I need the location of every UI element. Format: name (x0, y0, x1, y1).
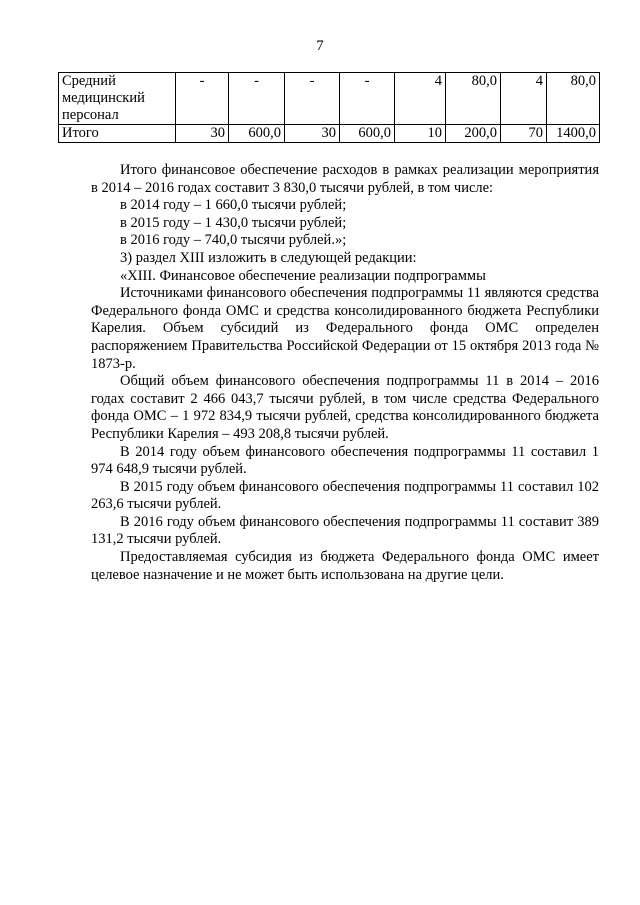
page-number: 7 (316, 38, 324, 54)
paragraph-year-2014: в 2014 году – 1 660,0 тысячи рублей; (120, 197, 347, 214)
table-cell: 200,0 (446, 125, 501, 143)
table-cell: - (176, 73, 229, 125)
body-text (91, 162, 599, 584)
table-cell: 4 (501, 73, 547, 125)
paragraph-2015-volume: В 2015 году объем финансового обеспечения подпрограммы 11 составил 102 263,6 тысячи рублей. (91, 478, 599, 513)
table-cell: - (285, 73, 340, 125)
table-cell: 600,0 (229, 125, 285, 143)
table-cell: 10 (395, 125, 446, 143)
label-line: Итого (62, 125, 99, 141)
table-cell: 70 (501, 125, 547, 143)
table-cell: 30 (285, 125, 340, 143)
table-cell: 4 (395, 73, 446, 125)
paragraph-2014-volume: В 2014 году объем финансового обеспечения подпрограммы 11 составил 1 974 648,9 тысячи рублей. (91, 443, 599, 478)
section-heading: «XIII. Финансовое обеспечение реализации подпрограммы (120, 267, 486, 284)
paragraph-total-funding: Итого финансовое обеспечение расходов в рамках реализации мероприятия в 2014 – 2016 годах составит 3 830,0 тысячи рублей, в том числе: (91, 162, 599, 196)
table-cell: - (340, 73, 395, 125)
table-cell: 30 (176, 125, 229, 143)
table-row (59, 125, 600, 143)
funding-table (58, 72, 600, 143)
table-row-label (59, 73, 176, 125)
paragraph-2016-volume: В 2016 году объем финансового обеспечения подпрограммы 11 составит 389 131,2 тысячи рублей. (91, 513, 599, 548)
table-cell: 80,0 (547, 73, 600, 125)
label-line: персонал (62, 107, 119, 123)
label-line: медицинский (62, 90, 145, 106)
paragraph-year-2016: в 2016 году – 740,0 тысячи рублей.»; (120, 232, 347, 249)
paragraph-sources: Источниками финансового обеспечения подпрограммы 11 являются средства Федерального фонда ОМС и средства консолидированного бюджета Республики Карелия. Объем субсидий из Федерального фонда ОМС определен распоряжением Правительства Российской Федерации от 15 октября 2013 года № 1873-р. (91, 285, 599, 372)
table-cell: 600,0 (340, 125, 395, 143)
table-cell: 80,0 (446, 73, 501, 125)
paragraph-subsidy-purpose: Предоставляемая субсидия из бюджета Федерального фонда ОМС имеет целевое назначение и не может быть использована на другие цели. (91, 549, 599, 583)
paragraph-total-volume: Общий объем финансового обеспечения подпрограммы 11 в 2014 – 2016 годах составит 2 466 043,7 тысячи рублей, в том числе средства Федерального фонда ОМС – 1 972 834,9 тысячи рублей, средства консолидированного бюджета Республики Карелия – 493 208,8 тысячи рублей. (91, 373, 599, 442)
paragraph-year-2015: в 2015 году – 1 430,0 тысячи рублей; (120, 214, 347, 231)
table-row (59, 73, 600, 125)
table-cell: - (229, 73, 285, 125)
label-line: Средний (62, 73, 116, 89)
paragraph-section-xiii-intro: 3) раздел XIII изложить в следующей редакции: (120, 249, 417, 266)
table-row-label (59, 125, 176, 143)
table-cell: 1400,0 (547, 125, 600, 143)
